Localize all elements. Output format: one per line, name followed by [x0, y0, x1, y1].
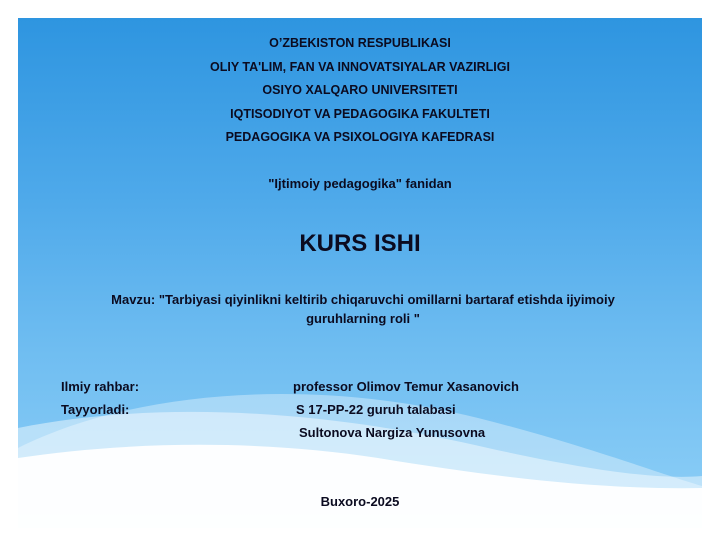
document-title: KURS ISHI [299, 230, 421, 257]
header-university: OSIYO XALQARO UNIVERSITETI [262, 83, 458, 97]
city-year: Buxoro-2025 [320, 494, 400, 509]
prepared-by-label: Tayyorladi: [61, 402, 130, 417]
slide [18, 18, 702, 528]
supervisor-label: Ilmiy rahbar: [61, 379, 140, 394]
header-department: PEDAGOGIKA VA PSIXOLOGIYA KAFEDRASI [225, 130, 495, 144]
subject-line: "Ijtimoiy pedagogika" fanidan [268, 176, 452, 191]
topic-text: Mavzu: "Tarbiyasi qiyinlikni keltirib chiqaruvchi omillarni bartaraf etishda ijyimoiy guruhlarning roli " [111, 292, 615, 326]
header-country: O’ZBEKISTON RESPUBLIKASI [269, 36, 451, 50]
student-name: Sultonova Nargiza Yunusovna [299, 425, 486, 440]
supervisor-name: professor Olimov Temur Xasanovich [293, 379, 519, 394]
header-ministry: OLIY TA'LIM, FAN VA INNOVATSIYALAR VAZIRLIGI [210, 60, 510, 74]
header-faculty: IQTISODIYOT VA PEDAGOGIKA FAKULTETI [230, 107, 490, 121]
student-group: S 17-PP-22 guruh talabasi [296, 402, 456, 417]
